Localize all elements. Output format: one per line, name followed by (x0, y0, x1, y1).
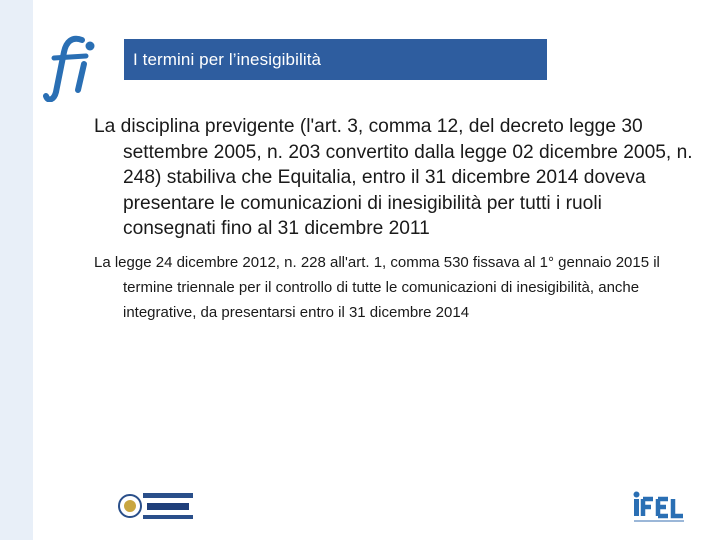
slide-title: I termini per l’inesigibilità (133, 49, 322, 69)
anutel-logo (117, 491, 195, 521)
slide-title-bar (124, 39, 547, 80)
fi-logo (42, 30, 100, 102)
paragraph-previous-rule: La disciplina previgente (l'art. 3, comma 12, del decreto legge 30 settembre 2005, n. 203 convertito dalla legge 02 dicembre 2005, n. 248) stabiliva che Equitalia, entro il 31 dicembre 2014 doveva presentare le comunicazioni di inesigibilità per tutti i ruoli consegnati fino al 31 dicembre 2011 (94, 116, 693, 240)
paragraph-law-2012: La legge 24 dicembre 2012, n. 228 all'art. 1, comma 530 fissava al 1° gennaio 2015 il termine triennale per il controllo di tutte le comunicazioni di inesigibilità, anche integrative, da presentarsi entro il 31 dicembre 2014 (94, 253, 660, 321)
ifel-logo (632, 490, 698, 524)
slide-body (94, 114, 699, 325)
left-decorative-band (0, 0, 33, 540)
